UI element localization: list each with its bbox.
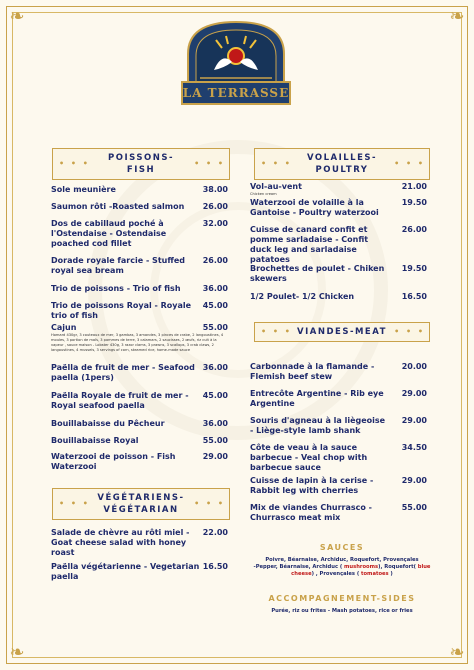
- menu-item-name: Waterzooi de poisson - Fish Waterzooi: [51, 452, 176, 471]
- menu-item: [51, 419, 228, 429]
- menu-item-price: 38.00: [202, 185, 228, 194]
- menu-item-name: 1/2 Poulet- 1/2 Chicken: [250, 292, 355, 301]
- menu-item-price: 26.00: [401, 225, 427, 234]
- section-header-viandes: • • • • • • VIANDES-MEAT: [254, 322, 430, 342]
- section-poissons: [52, 148, 230, 180]
- menu-item: [51, 528, 228, 558]
- menu-item: [250, 198, 427, 218]
- menu-item-price: 29.00: [401, 389, 427, 398]
- menu-item: [250, 443, 427, 473]
- menu-item-price: 29.00: [202, 452, 228, 461]
- section-header-volailles: • • • • • • VOLAILLES- POULTRY: [254, 148, 430, 180]
- menu-item-price: 19.50: [401, 198, 427, 207]
- corner-ornament-icon: ❧: [449, 6, 465, 27]
- menu-item: [51, 301, 228, 321]
- menu-item: [51, 363, 228, 383]
- corner-ornament-icon: ❧: [9, 642, 25, 663]
- menu-item-name: Dos de cabillaud poché à l'Ostendaise - Ostendaise poached cod fillet: [51, 219, 167, 248]
- menu-item: [250, 503, 427, 523]
- menu-item-name: Mix de viandes Churrasco - Churrasco meat mix: [250, 503, 372, 522]
- menu-item-price: 36.00: [202, 419, 228, 428]
- sauces-text: Poivre, Béarnaise, Archiduc, Roquefort, Provençales -Pepper, Béarnaise, Archiduc ( mushrooms), Roquefort( blue cheese) , Provençales ( tomatoes ): [253, 557, 431, 577]
- menu-item-name: Bouillabaisse du Pêcheur: [51, 419, 165, 428]
- menu-item-name: Salade de chèvre au rôti miel - Goat cheese salad with honey roast: [51, 528, 190, 557]
- menu-item-name: Cuisse de lapin à la cerise - Rabbit leg with cherries: [250, 476, 374, 495]
- menu-item-price: 55.00: [202, 323, 228, 332]
- menu-item-price: 45.00: [202, 301, 228, 310]
- section-volailles: [254, 148, 430, 180]
- menu-item: [51, 256, 228, 276]
- menu-item-price: 16.50: [401, 292, 427, 301]
- accompagnements-text: Purée, riz ou frites - Mash potatoes, rice or fries: [271, 608, 413, 614]
- menu-item-name: Côte de veau à la sauce barbecue - Veal chop with barbecue sauce: [250, 443, 368, 472]
- menu-item-name: Vol-au-vent: [250, 182, 302, 191]
- menu-item: [51, 452, 228, 472]
- menu-item: [51, 185, 228, 195]
- menu-item-name: Trio de poissons - Trio of fish: [51, 284, 181, 293]
- menu-item-price: 20.00: [401, 362, 427, 371]
- menu-item-price: 45.00: [202, 391, 228, 400]
- menu-item-name: Souris d'agneau à la liègeoise - Liège-style lamb shank: [250, 416, 386, 435]
- menu-item: [51, 562, 228, 582]
- menu-item-name: Carbonnade à la flamande - Flemish beef stew: [250, 362, 375, 381]
- menu-item: [51, 323, 228, 353]
- restaurant-logo: [178, 18, 294, 106]
- accompagnements-title: ACCOMPAGNEMENT-SIDES: [268, 594, 416, 603]
- menu-item-name: Brochettes de poulet - Chiken skewers: [250, 264, 385, 283]
- menu-item-name: Cajun: [51, 323, 77, 332]
- menu-item-name: Dorade royale farcie - Stuffed royal sea bream: [51, 256, 185, 275]
- corner-ornament-icon: ❧: [449, 642, 465, 663]
- logo-wordmark: LA TERRASSE: [182, 86, 290, 100]
- menu-item: [250, 416, 427, 436]
- menu-item-name: Paëlla de fruit de mer - Seafood paella (1pers): [51, 363, 195, 382]
- menu-item-name: Waterzooi de volaille à la Gantoise - Poultry waterzooi: [250, 198, 379, 217]
- menu-item-note: Chicken cream: [250, 192, 277, 196]
- menu-item-note: Homard 430gr, 3 couteaux de mer, 3 gambas, 3 amandes, 3 pinces de crabe, 2 langoustines, 4 moules, 3 portion de maïs, 3 pommes de terre, 3 calamars, 2 saucisses, 2 œufs, riz cuit à la vapeur , sauce maison - Lobster 430g, 3 razor clams, 3 prawns, 3 scallops, 3 crab claws, 2 langoustines, 4 mussels, 3 servings of corn, steamed rice, home-made sauce: [51, 333, 224, 352]
- menu-item: [250, 362, 427, 382]
- menu-item-price: 21.00: [401, 182, 427, 191]
- menu-item-name: Paëlla Royale de fruit de mer - Royal seafood paella: [51, 391, 189, 410]
- menu-item-price: 29.00: [401, 416, 427, 425]
- menu-item-name: Entrecôte Argentine - Rib eye Argentine: [250, 389, 384, 408]
- menu-item-price: 26.00: [202, 256, 228, 265]
- corner-ornament-icon: ❧: [9, 6, 25, 27]
- menu-item-name: Bouillabaisse Royal: [51, 436, 139, 445]
- menu-item-name: Trio de poissons Royal - Royale trio of fish: [51, 301, 192, 320]
- menu-item: [250, 182, 427, 197]
- menu-item: [250, 225, 427, 265]
- menu-item: [250, 389, 427, 409]
- menu-item-price: 29.00: [401, 476, 427, 485]
- menu-item-price: 32.00: [202, 219, 228, 228]
- section-vegetariens: [52, 488, 230, 520]
- section-header-vegetariens: • • • • • • VÉGÉTARIENS- VÉGÉTARIAN: [52, 488, 230, 520]
- sauces-title: SAUCES: [319, 543, 365, 552]
- menu-item-price: 55.00: [401, 503, 427, 512]
- menu-item-price: 36.00: [202, 284, 228, 293]
- menu-item: [250, 292, 427, 302]
- section-viandes: [254, 322, 430, 342]
- menu-item-price: 22.00: [202, 528, 228, 537]
- menu-item-name: Cuisse de canard confit et pomme sarladaise - Confit duck leg and sarladaise patatoes: [250, 225, 369, 264]
- menu-item-name: Saumon rôti -Roasted salmon: [51, 202, 185, 211]
- menu-item: [51, 284, 228, 294]
- menu-item-price: 34.50: [401, 443, 427, 452]
- menu-item-name: Sole meunière: [51, 185, 116, 194]
- menu-item-name: Paëlla végétarienne - Vegetarian paella: [51, 562, 200, 581]
- menu-item: [51, 436, 228, 446]
- menu-item: [250, 264, 427, 284]
- menu-item: [51, 219, 228, 249]
- menu-item-price: 36.00: [202, 363, 228, 372]
- menu-item-price: 16.50: [202, 562, 228, 571]
- menu-item-price: 55.00: [202, 436, 228, 445]
- section-header-poissons: • • • • • • POISSONS- FISH: [52, 148, 230, 180]
- menu-item: [250, 476, 427, 496]
- menu-item-price: 19.50: [401, 264, 427, 273]
- menu-item: [51, 391, 228, 411]
- menu-item: [51, 202, 228, 212]
- menu-item-price: 26.00: [202, 202, 228, 211]
